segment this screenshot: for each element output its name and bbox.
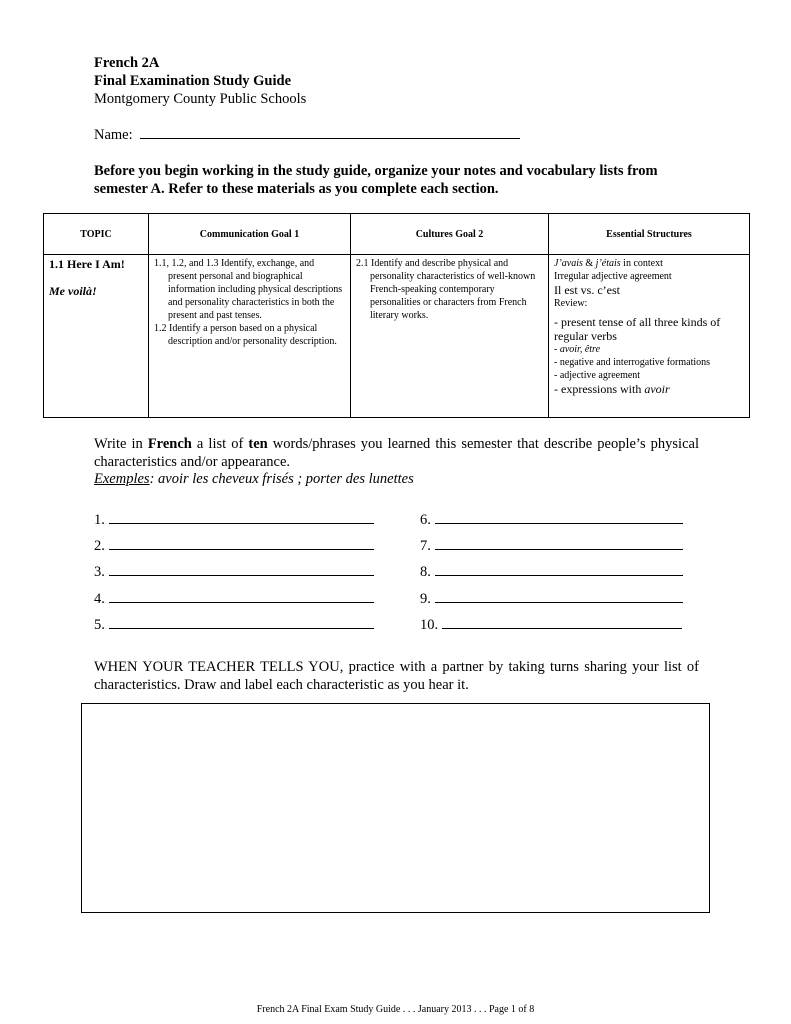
answer-line-5: 5. bbox=[94, 614, 374, 634]
essential-item: Il est vs. c’est bbox=[554, 283, 620, 297]
essential-item: - negative and interrogative formations bbox=[554, 357, 711, 368]
drawing-box[interactable] bbox=[81, 703, 710, 913]
communication-goal: 1.1, 1.2, and 1.3 Identify, exchange, and present personal and biographical information including physical descriptions and personality characteristics in both the present and past tenses. bbox=[154, 258, 343, 321]
guide-title: Final Examination Study Guide bbox=[94, 73, 292, 89]
answer-line-2: 2. bbox=[94, 535, 374, 555]
answer-line-10: 10. bbox=[420, 614, 682, 634]
answer-line-8: 8. bbox=[420, 561, 683, 581]
examples-line bbox=[94, 471, 414, 488]
answer-blank[interactable] bbox=[109, 614, 374, 629]
essential-item: - avoir, être bbox=[554, 344, 601, 355]
partner-instructions: WHEN YOUR TEACHER TELLS YOU, practice with a partner by taking turns sharing your list of characteristics. Draw and label each characteristic as you hear it. bbox=[94, 659, 699, 693]
communication-goal: 1.2 Identify a person based on a physical description and/or personality description. bbox=[154, 323, 337, 347]
answer-blank[interactable] bbox=[435, 509, 683, 524]
answer-line-3: 3. bbox=[94, 561, 374, 581]
answer-blank[interactable] bbox=[435, 561, 683, 576]
answer-blank[interactable] bbox=[109, 535, 374, 550]
name-field bbox=[94, 124, 520, 144]
answer-blank[interactable] bbox=[442, 614, 682, 629]
header-topic: TOPIC bbox=[44, 214, 149, 255]
topic-subtitle: Me voilà! bbox=[49, 284, 97, 298]
topic-cell bbox=[44, 255, 149, 418]
cultures-goal: 2.1 Identify and describe physical and personality characteristics of well-known French-speaking contemporary personalities or characters from French literary works. bbox=[356, 258, 536, 321]
topic-title: 1.1 Here I Am! bbox=[49, 257, 125, 271]
header-communication: Communication Goal 1 bbox=[149, 214, 351, 255]
answer-line-9: 9. bbox=[420, 588, 683, 608]
essential-cell bbox=[549, 255, 750, 418]
answer-blank[interactable] bbox=[435, 535, 683, 550]
cultures-cell bbox=[351, 255, 549, 418]
answer-blank[interactable] bbox=[109, 588, 374, 603]
course-title: French 2A bbox=[94, 55, 160, 71]
header-cultures: Cultures Goal 2 bbox=[351, 214, 549, 255]
table-header-row bbox=[44, 214, 750, 255]
answer-blank[interactable] bbox=[109, 561, 374, 576]
answer-line-4: 4. bbox=[94, 588, 374, 608]
answer-line-6: 6. bbox=[420, 509, 683, 529]
essential-item: Irregular adjective agreement bbox=[554, 271, 672, 282]
essential-item: Review: bbox=[554, 298, 588, 309]
essential-item: - expressions with avoir bbox=[554, 382, 670, 396]
table-row bbox=[44, 255, 750, 418]
document-header bbox=[94, 54, 306, 108]
page-footer: French 2A Final Exam Study Guide . . . January 2013 . . . Page 1 of 8 bbox=[256, 1004, 535, 1015]
header-essential: Essential Structures bbox=[549, 214, 750, 255]
answer-line-7: 7. bbox=[420, 535, 683, 555]
essential-item: - present tense of all three kinds of regular verbs bbox=[554, 315, 721, 343]
name-blank[interactable] bbox=[140, 124, 520, 139]
name-label: Name: bbox=[94, 127, 133, 143]
essential-item: J’avais & j’étais in context bbox=[554, 258, 663, 269]
answer-blank[interactable] bbox=[435, 588, 683, 603]
answer-blank[interactable] bbox=[109, 509, 374, 524]
write-instructions: Write in French a list of ten words/phrases you learned this semester that describe people’s physical characteristics and/or appearance. bbox=[94, 436, 699, 470]
topics-table bbox=[43, 213, 750, 418]
examples-text: : avoir les cheveux frisés ; porter des lunettes bbox=[149, 471, 414, 487]
communication-cell bbox=[149, 255, 351, 418]
instructions: Before you begin working in the study guide, organize your notes and vocabulary lists from semester A. Refer to these materials as you complete each section. bbox=[94, 163, 658, 197]
district-name: Montgomery County Public Schools bbox=[94, 91, 307, 107]
essential-item: - adjective agreement bbox=[554, 370, 641, 381]
answer-line-1: 1. bbox=[94, 509, 374, 529]
examples-label: Exemples bbox=[94, 471, 150, 487]
